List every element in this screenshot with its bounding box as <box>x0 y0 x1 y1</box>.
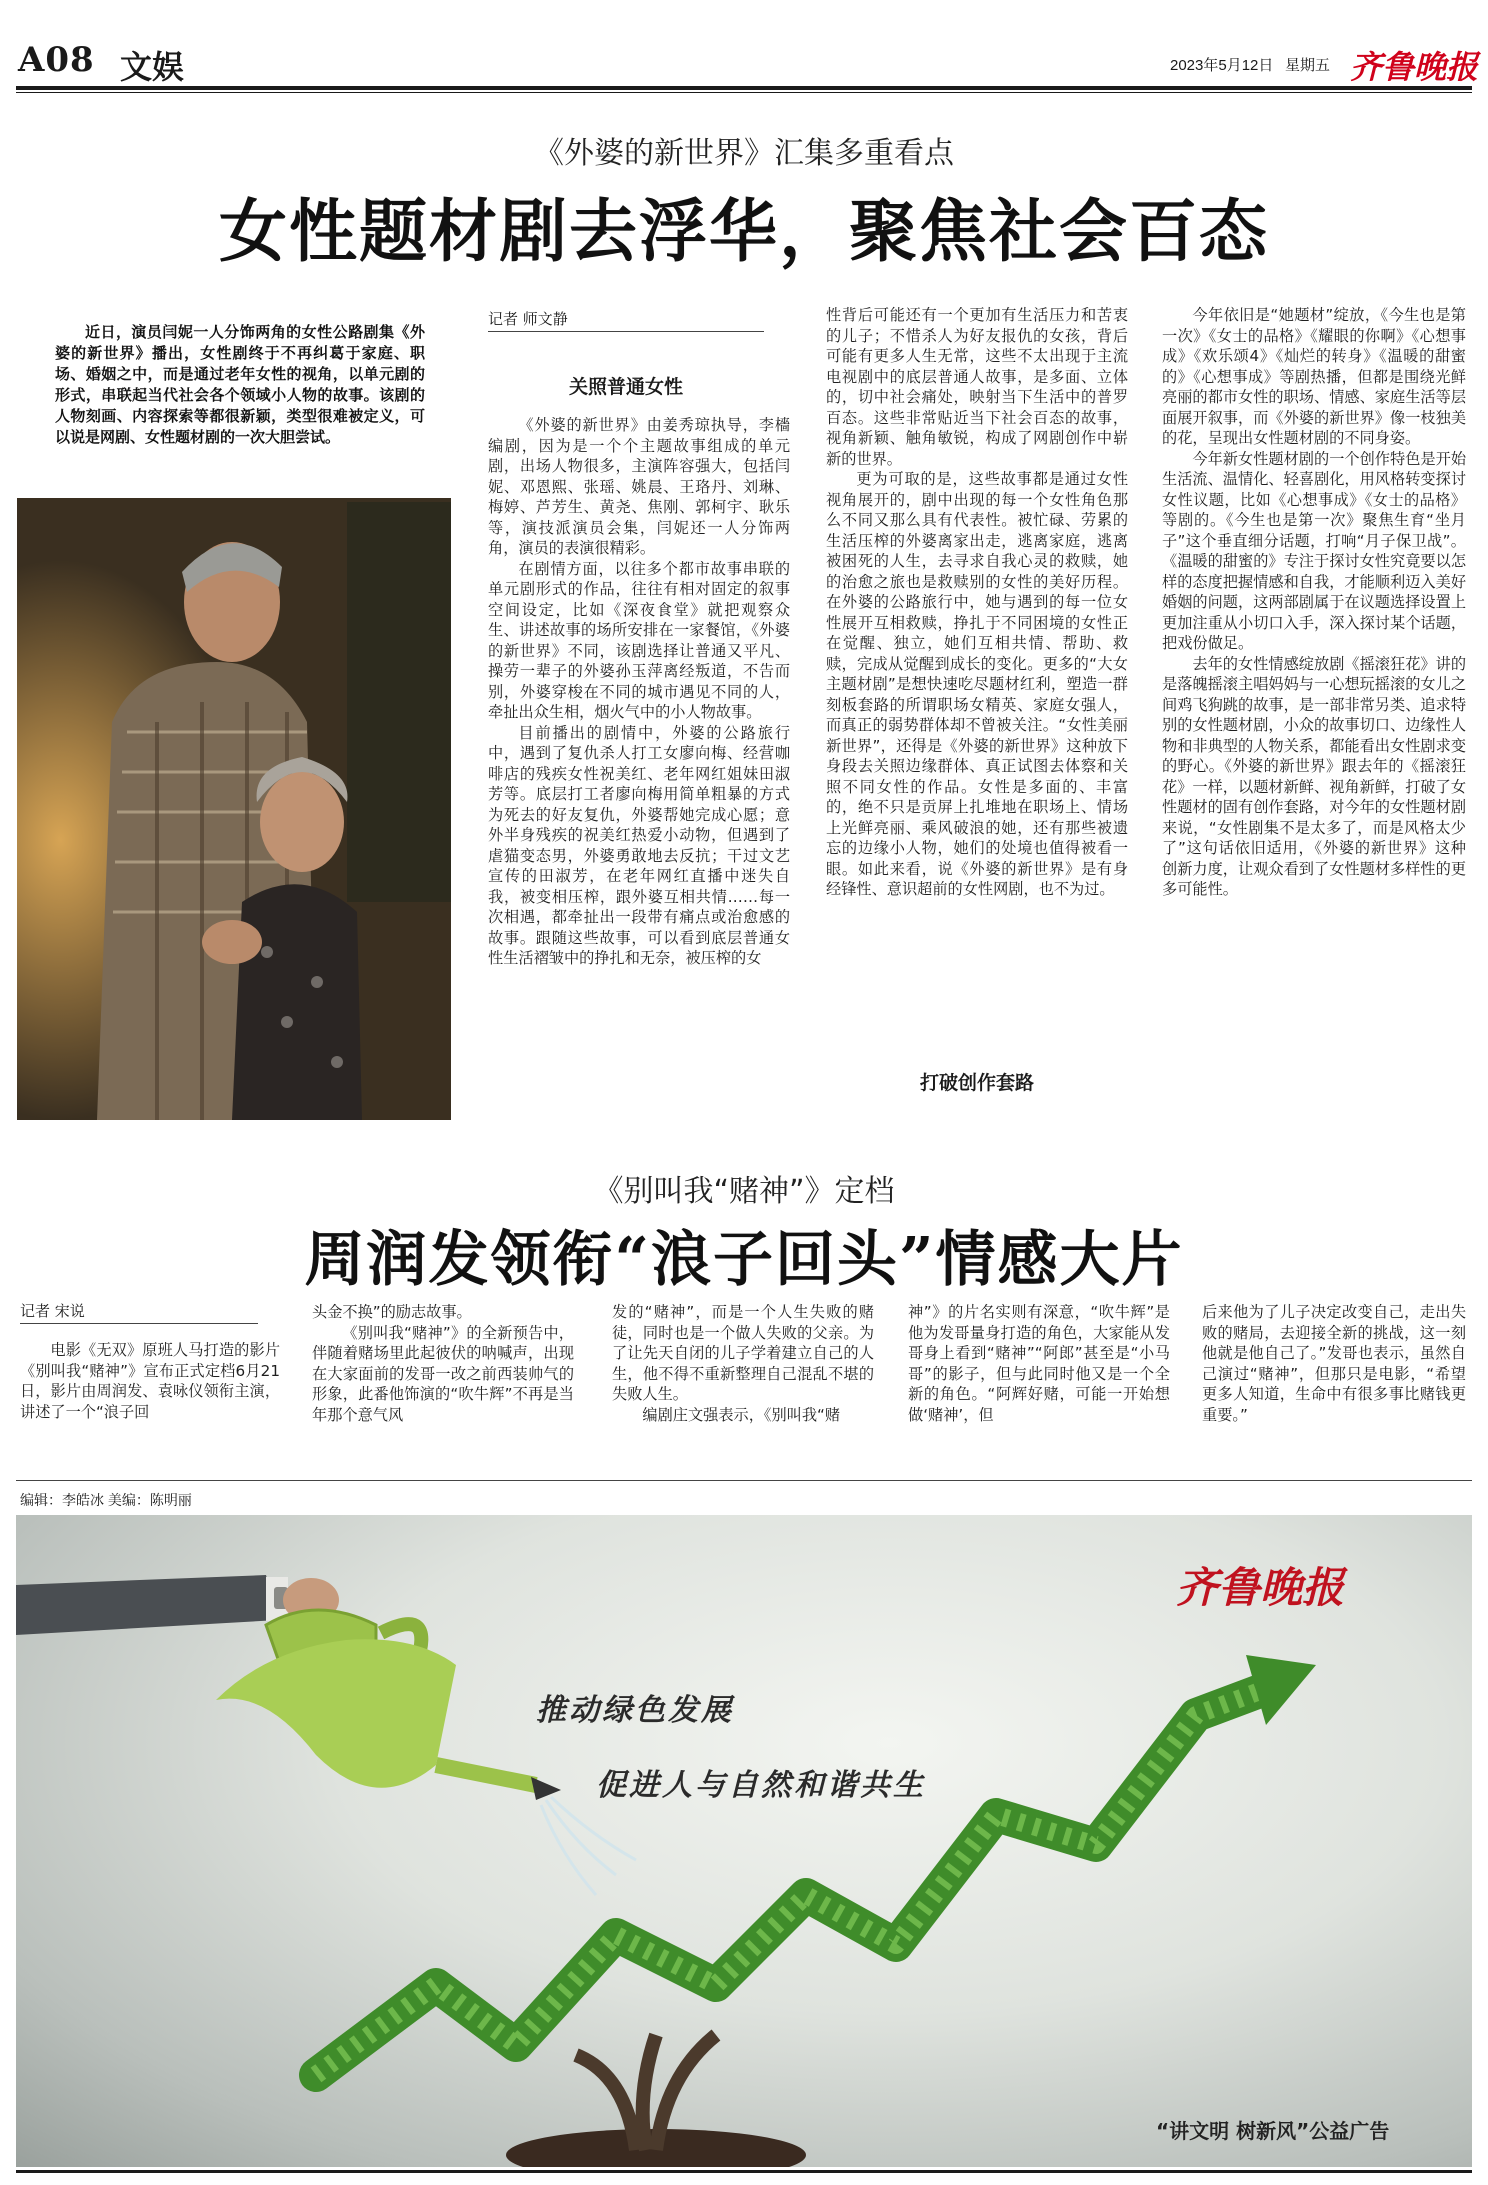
paragraph: 《别叫我“赌神”》的全新预告中，伴随着赌场里此起彼伏的呐喊声，出现在大家面前的发哥一改之前西装帅气的形象，此番他饰演的“吹牛辉”不再是当年那个意气风 <box>312 1323 574 1424</box>
article1-byline: 记者 师文静 <box>488 308 764 332</box>
paragraph: 今年依旧是“她题材”绽放，《今生也是第一次》《女士的品格》《耀眼的你啊》《心想事成》《欢乐颂4》《灿烂的转身》《温暖的甜蜜的》《心想事成》等剧热播，但都是围绕光鲜亮丽的都市女性的职场、情感、家庭生活等层面展开叙事，而《外婆的新世界》像一枝独美的花，呈现出女性题材剧的不同身姿。 <box>1162 306 1466 447</box>
article1-column-1 <box>488 415 790 969</box>
paragraph: 《外婆的新世界》由姜秀琼执导，李檣编剧，因为是一个个主题故事组成的单元剧，出场人物很多，主演阵容强大，包括闫妮、邓恩熙、张瑶、姚晨、王珞丹、刘琳、梅婷、芦芳生、黄尧、焦刚、郭柯宇、耿乐等，演技派演员会集，闫妮还一人分饰两角，演员的表演很精彩。 <box>488 416 790 557</box>
subhead-care-women: 关照普通女性 <box>568 376 683 398</box>
header-rule-thin <box>16 92 1472 93</box>
paragraph: 头金不换”的励志故事。 <box>312 1303 472 1321</box>
article2-column-2 <box>312 1302 574 1425</box>
photo-caption-lead: 近日，演员闫妮一人分饰两角的女性公路剧集《外婆的新世界》播出，女性剧终于不再纠葛于家庭、职场、婚姻之中，而是通过老年女性的视角，以单元剧的形式，串联起当代社会各个领域小人物的故事。该剧的人物刻画、内容探索等都很新颖，类型很难被定义，可以说是网剧、女性题材剧的一次大胆尝试。 <box>17 302 451 498</box>
ad-slogan-1: 推动绿色发展 <box>536 1693 734 1728</box>
editor-credit: 编辑：李皓冰 美编：陈明丽 <box>20 1492 192 1508</box>
page-number: A08 <box>18 40 95 80</box>
paragraph: 电影《无双》原班人马打造的影片《别叫我“赌神”》宣布正式定档6月21日，影片由周润发、袁咏仪领衔主演，讲述了一个“浪子回 <box>20 1341 280 1421</box>
newspaper-masthead: 齐鲁晚报 <box>1350 48 1479 86</box>
paragraph: 今年新女性题材剧的一个创作特色是开始生活流、温情化、轻喜剧化，用风格转变探讨女性议题，比如《心想事成》《女士的品格》等剧的。《今生也是第一次》聚焦生育“坐月子”这个垂直细分话题，打响“月子保卫战”。《温暖的甜蜜的》专注于探讨女性究竟要以怎样的态度把握情感和自我，才能顺利迈入美好婚姻的问题，这两部剧属于在议题选择设置上更加注重从小切口入手，深入探讨某个话题，把戏份做足。 <box>1162 449 1466 652</box>
paragraph: 编剧庄文强表示，《别叫我“赌 <box>642 1405 841 1424</box>
article2-headline: 周润发领衔“浪子回头”情感大片 <box>304 1225 1184 1295</box>
paragraph: 在剧情方面，以往多个都市故事串联的单元剧形式的作品，往往有相对固定的叙事空间设定，比如《深夜食堂》就把观察众生、讲述故事的场所安排在一家餐馆，《外婆的新世界》不同，该剧选择让普通又平凡、操劳一辈子的外婆孙玉萍离经叛道，不告而别，外婆穿梭在不同的城市遇见不同的人，牵扯出众生相，烟火气中的小人物故事。 <box>488 559 790 721</box>
issue-date: 2023年5月12日 <box>1170 57 1274 74</box>
ad-masthead-logo: 齐鲁晚报 <box>1176 1563 1345 1612</box>
article2-byline: 记者 宋说 <box>20 1300 258 1324</box>
bottom-rule <box>16 2170 1472 2173</box>
article1-column-2 <box>826 305 1128 900</box>
paragraph: 后来他为了儿子决定改变自己，走出失败的赌局，去迎接全新的挑战，这一刻他就是他自己了。”发哥也表示，虽然自己演过“赌神”，但那只是电影，“希望更多人知道，生命中有很多事比赌钱更重要。” <box>1202 1303 1466 1424</box>
paragraph: 去年的女性情感绽放剧《摇滚狂花》讲的是落魄摇滚主唱妈妈与一心想玩摇滚的女儿之间鸡飞狗跳的故事，是一部非常另类、追求特别的女性题材剧，小众的故事切口、边缘性人物和非典型的人物关系，都能看出女性剧求变的野心。《外婆的新世界》跟去年的《摇滚狂花》一样，以题材新鲜、视角新鲜，打破了女性题材的固有创作套路，对今年的女性题材剧来说，“女性剧集不是太多了，而是风格太少了”这句话依旧适用，《外婆的新世界》这种创新力度，让观众看到了女性题材多样性的更多可能性。 <box>1162 654 1466 898</box>
paragraph: 神”》的片名实则有深意，“吹牛辉”是他为发哥量身打造的角色，大家能从发哥身上看到“赌神”“阿郎”甚至是“小马哥”的影子，但与此同时他又是一个全新的角色。“阿辉好赌，可能一开始想做‘赌神’，但 <box>908 1303 1170 1424</box>
section-name: 文娱 <box>120 48 185 86</box>
subhead-break-routine: 打破创作套路 <box>919 1072 1034 1094</box>
article1-headline: 女性题材剧去浮华，聚焦社会百态 <box>218 192 1269 272</box>
article2-kicker: 《别叫我“赌神”》定档 <box>593 1174 895 1209</box>
article1-kicker: 《外婆的新世界》汇集多重看点 <box>534 136 954 171</box>
article2-column-4 <box>908 1302 1170 1425</box>
paragraph: 性背后可能还有一个更加有生活压力和苦衷的儿子；不惜杀人为好友报仇的女孩，背后可能有更多人生无常，这些不太出现于主流电视剧中的底层普通人故事，是多面、立体的，切中社会痛处，映射当下生活中的普罗百态。这些非常贴近当下社会百态的故事，视角新颖、触角敏锐，构成了网剧创作中崭新的世界。 <box>826 306 1128 468</box>
paragraph: 更为可取的是，这些故事都是通过女性视角展开的，剧中出现的每一个女性角色那么不同又那么具有代表性。被忙碌、劳累的生活压榨的外婆离家出走，逃离家庭，逃离被困死的人生，去寻求自我心灵的救赎，她的治愈之旅也是救赎别的女性的美好历程。在外婆的公路旅行中，她与遇到的每一位女性展开互相救赎，挣扎于不同困境的女性正在觉醒、独立，她们互相共情、帮助、救赎，完成从觉醒到成长的变化。更多的“大女主题材剧”是想快速吃尽题材红利，塑造一群刻板套路的所谓职场女精英、家庭女强人，而真正的弱势群体却不曾被关注。“女性美丽新世界”，还得是《外婆的新世界》这种放下身段去关照边缘群体、真正试图去体察和关照不同女性的作品。女性是多面的、丰富的，绝不只是贡屏上扎堆地在职场上、情场上光鲜亮丽、乘风破浪的她，还有那些被遗忘的边缘小人物，她们的处境也值得被看一眼。如此来看，说《外婆的新世界》是有身经锋性、意识超前的女性网剧，也不为过。 <box>826 470 1128 898</box>
public-service-ad <box>16 1515 1472 2167</box>
article1-column-3 <box>1162 305 1466 900</box>
ad-campaign-note: “讲文明 树新风”公益广告 <box>1156 2119 1390 2143</box>
ad-slogan-2: 促进人与自然和谐共生 <box>596 1768 926 1803</box>
paragraph: 目前播出的剧情中，外婆的公路旅行中，遇到了复仇杀人打工女廖向梅、经营咖啡店的残疾女性祝美红、老年网红姐妹田淑芳等。底层打工者廖向梅用简单粗暴的方式为死去的好友复仇，外婆帮她完成心愿；意外半身残疾的祝美红热爱小动物，但遇到了虐猫变态男，外婆勇敢地去反抗；干过文艺宣传的田淑芳，在老年网红直播中迷失自我，被变相压榨，跟外婆互相共情……每一次相遇，都牵扯出一段带有痛点或治愈感的故事。跟随这些故事，可以看到底层普通女性生活褶皱中的挣扎和无奈，被压榨的女 <box>488 723 790 967</box>
paragraph: 发的“赌神”，而是一个人生失败的赌徒，同时也是一个做人失败的父亲。为了让先天自闭的儿子学着建立自己的人生，他不得不重新整理自己混乱不堪的失败人生。 <box>612 1303 874 1403</box>
footer-rule <box>16 1480 1472 1481</box>
article2-column-5 <box>1202 1302 1466 1425</box>
article2-column-3 <box>612 1302 874 1425</box>
issue-weekday: 星期五 <box>1285 57 1331 74</box>
article2-column-1 <box>20 1340 280 1422</box>
header-rule <box>16 86 1472 90</box>
